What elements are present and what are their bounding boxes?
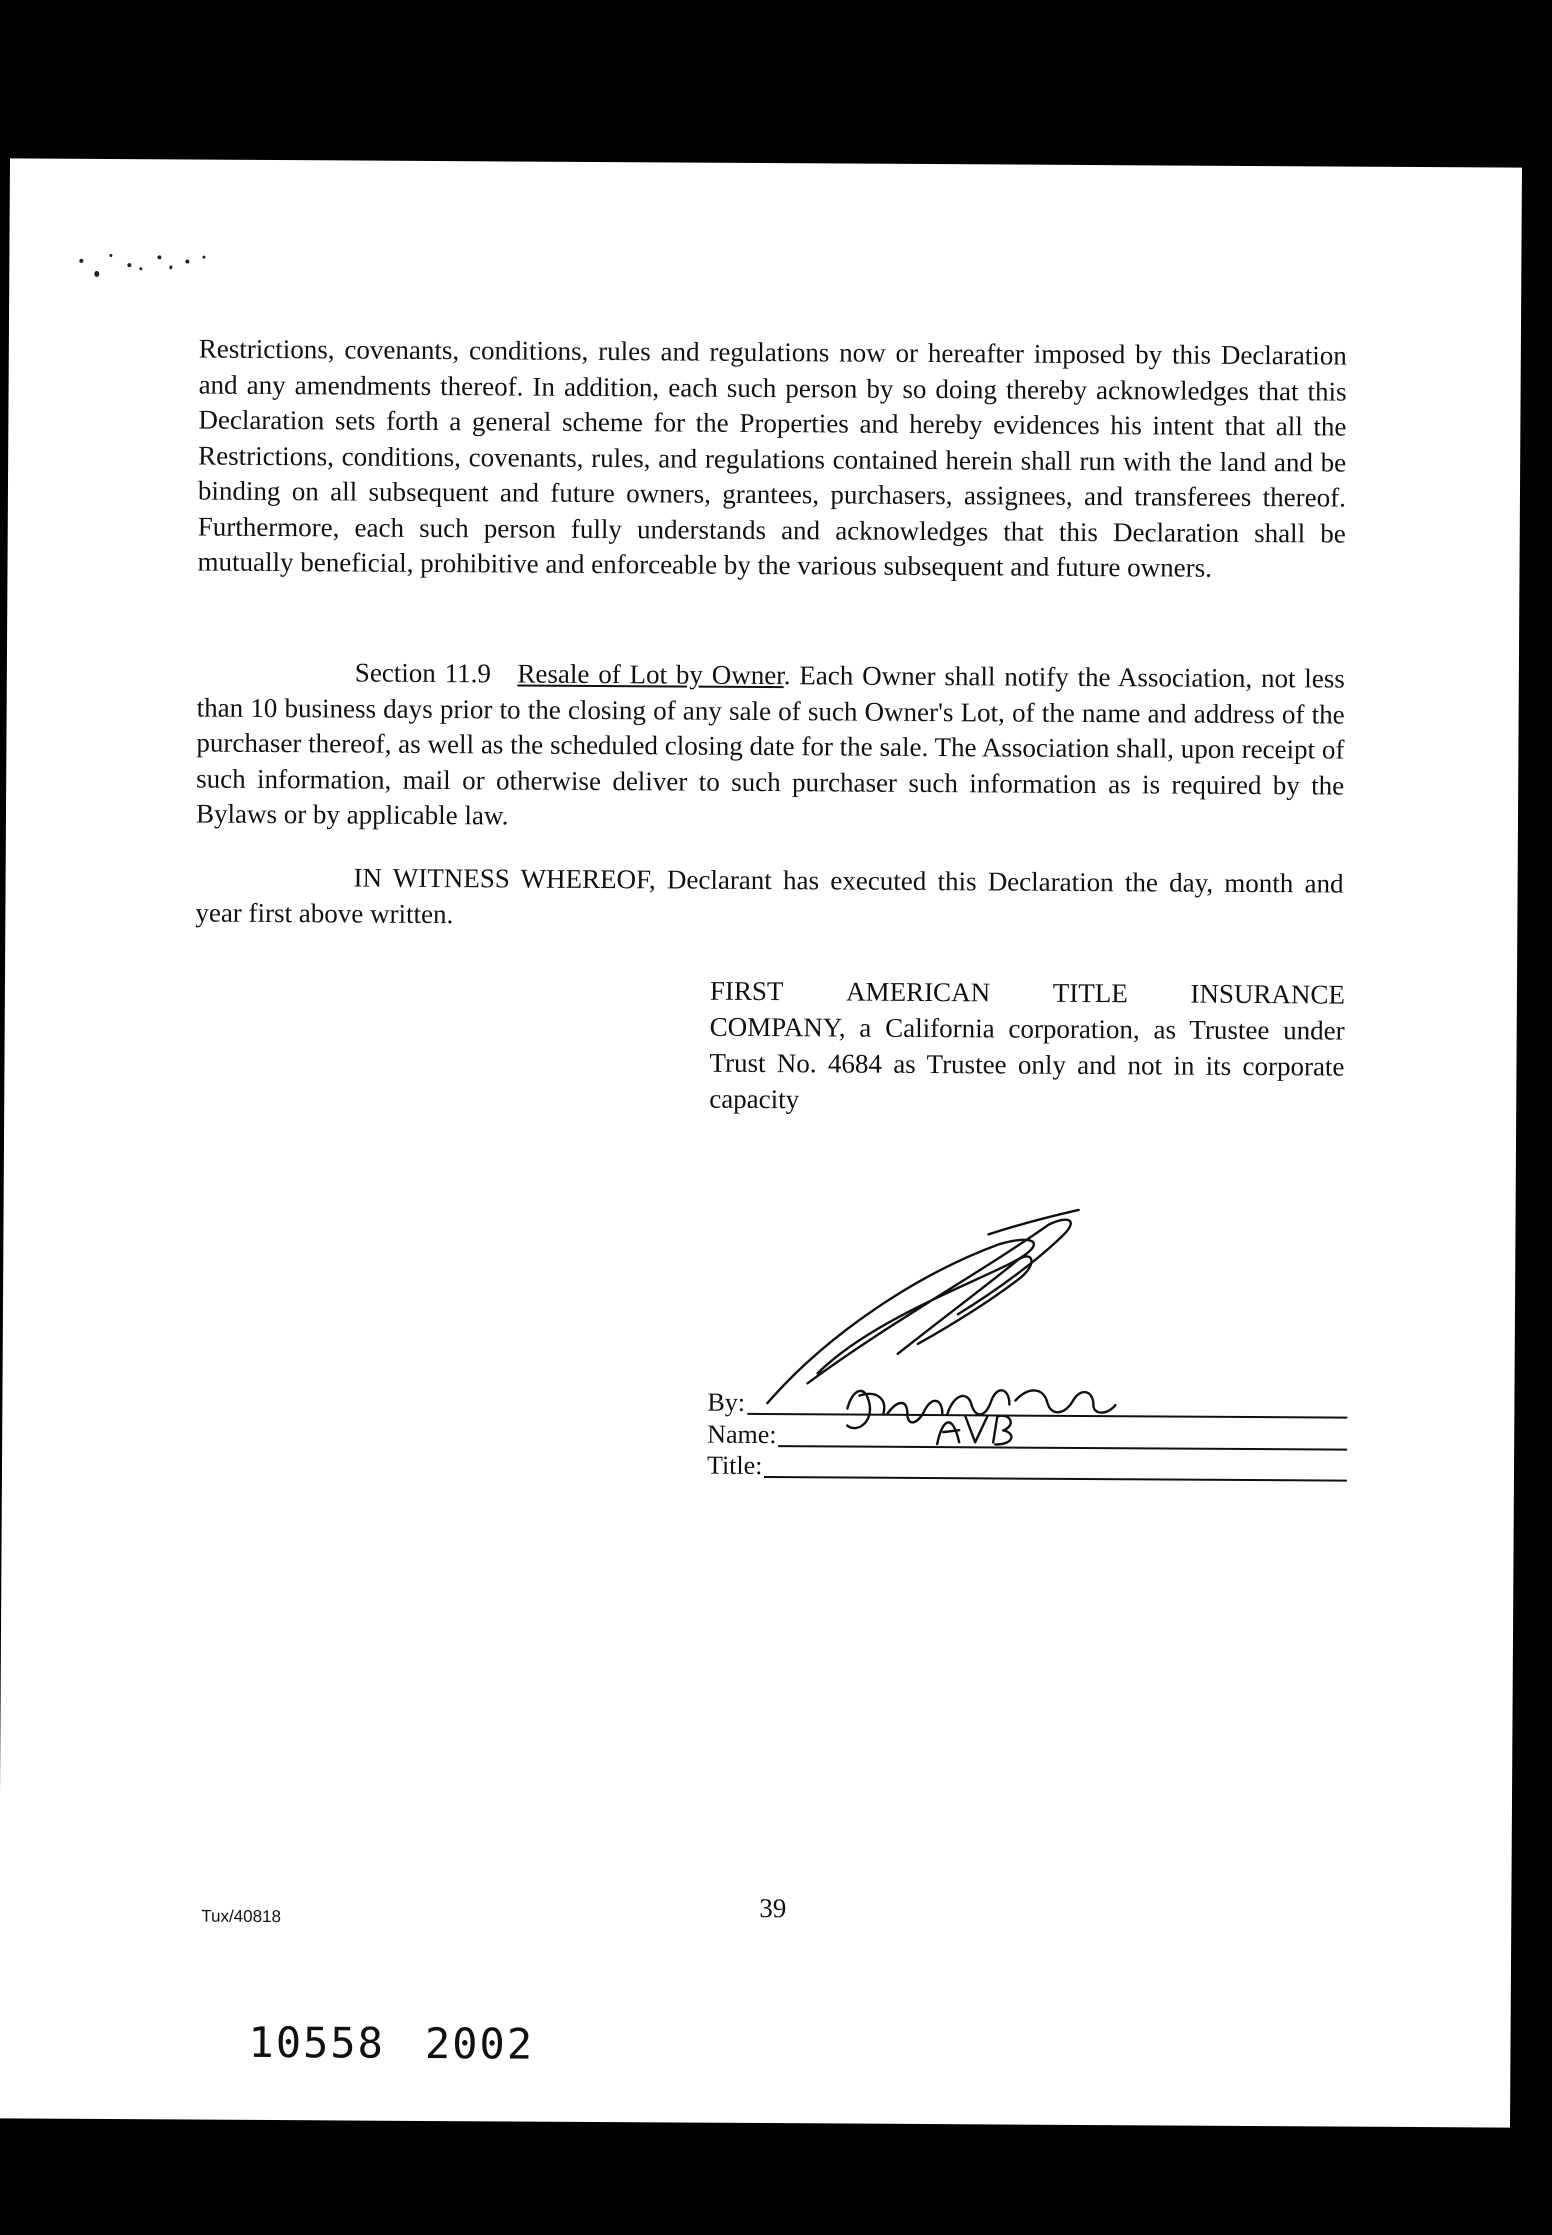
paragraph-indent: [196, 886, 354, 887]
document-code: Tux/40818: [201, 1906, 282, 1927]
scan-speckle: [139, 267, 142, 270]
company-word: INSURANCE: [1190, 978, 1346, 1010]
handwritten-signature: [747, 1203, 1169, 1456]
paragraph-indent: [197, 681, 355, 682]
page-number: 39: [759, 1893, 787, 1924]
stamp-number-2: 2002: [424, 2018, 535, 2069]
name-label: Name:: [707, 1419, 777, 1450]
company-description: COMPANY, a California corporation, as Trustee under Trust No. 4684 as Trustee only and not in its corporate capacity: [709, 1011, 1345, 1115]
paragraph-restrictions: Restrictions, covenants, conditions, rules and regulations now or hereafter imposed by this Declaration and any amendments thereof. In addition, each such person by so doing thereby acknowledges that this Declaration sets forth a general scheme for the Properties and hereby evidences his intent that all the Restrictions, conditions, covenants, rules, and regulations contained herein shall run with the land and be binding on all subsequent and future owners, grantees, purchasers, assignees, and transferees thereof. Furthermore, each such person fully understands and acknowledges that this Declaration shall be mutually beneficial, prohibitive and enforceable by the various subsequent and future owners.: [197, 333, 1347, 583]
paragraph-witness: [195, 860, 1343, 938]
company-word: AMERICAN: [846, 976, 991, 1008]
document-page: [0, 158, 1522, 2127]
stamp-number-1: 10558: [248, 2017, 386, 2068]
company-first-line: [710, 973, 1345, 1013]
company-word: FIRST: [709, 975, 784, 1007]
scan-speckle: [127, 263, 131, 267]
by-label: By:: [707, 1387, 746, 1417]
scan-speckle: [79, 259, 83, 263]
scan-speckle: [169, 265, 172, 269]
signature-block: [707, 1223, 1349, 1487]
title-label: Title:: [706, 1450, 763, 1481]
section-label: Section 11.9: [354, 657, 492, 689]
scan-speckle: [109, 254, 112, 257]
company-block: [709, 973, 1345, 1121]
witness-text: IN WITNESS WHEREOF, Declarant has executed this Declaration the day, month and year first above written.: [195, 862, 1344, 929]
title-line: [764, 1474, 1347, 1482]
company-word: TITLE: [1052, 977, 1128, 1009]
section-text: . Each Owner shall notify the Association, not less than 10 business days prior to the closing of any sale of such Owner's Lot, of the name and address of the purchaser thereof, as well as the scheduled closing date for the sale. The Association shall, upon receipt of such information, mail or otherwise deliver to such purchaser such information as is required by the Bylaws or by applicable law.: [195, 660, 1345, 831]
scan-speckle: [202, 256, 205, 259]
title-row: [707, 1451, 1347, 1485]
section-heading: Resale of Lot by Owner: [517, 658, 784, 691]
scan-speckle: [185, 259, 189, 263]
scan-speckle: [157, 255, 161, 259]
scan-speckle: [94, 271, 99, 277]
paragraph-section-11-9: [196, 655, 1345, 840]
stamp-number: [248, 2018, 534, 2069]
